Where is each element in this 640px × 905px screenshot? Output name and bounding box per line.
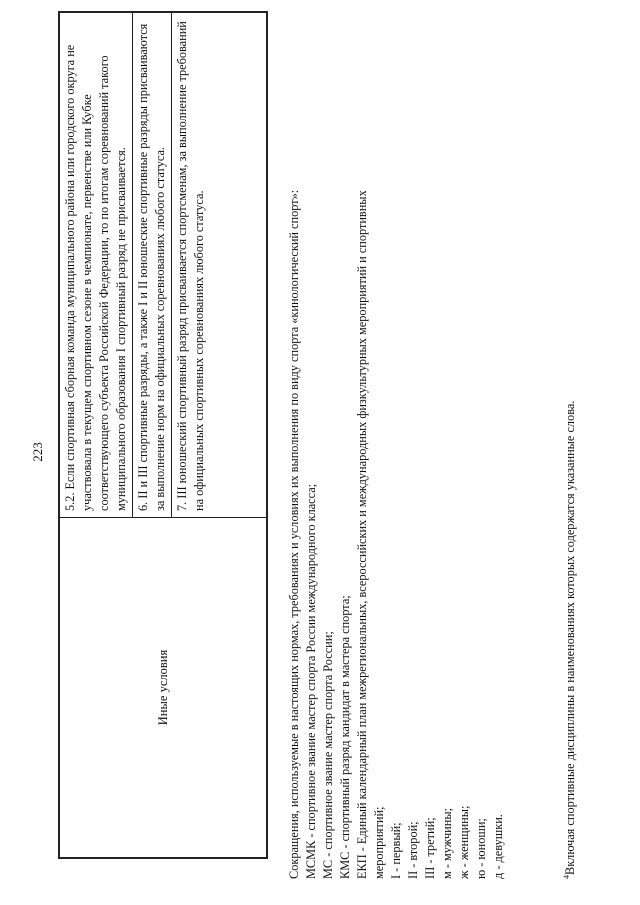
abbreviation-item: I - первый; — [389, 822, 403, 879]
abbreviation-item: ж - женщины; — [457, 805, 471, 879]
condition-paragraph: 6. II и III спортивные разряды, а также I и II юношеские спортивные разряды присваиваются за выполнение норм на официальных соревнованиях любого статуса. — [132, 13, 171, 517]
abbreviation-item: III - третий; — [423, 817, 437, 879]
abbreviation-item: ЕКП - Единый календарный план межрегиональных, всероссийских и международных физкультурных мероприятий и спортивных — [355, 190, 369, 879]
condition-paragraph: 7. III юношеский спортивный разряд присваивается спортсменам, за выполнение требований на официальных спортивных соревнованиях любого статуса. — [171, 13, 210, 517]
abbreviation-item: мероприятий; — [372, 806, 386, 879]
abbreviation-item: МС - спортивное звание мастер спорта России; — [321, 631, 335, 879]
conditions-content-cell — [60, 13, 266, 517]
row-label-cell — [60, 517, 266, 857]
abbreviations-intro: Сокращения, используемые в настоящих нормах, требованиях и условиях их выполнения по виду спорта «кинологический спорт»: — [287, 189, 301, 879]
row-label: Иные условия — [155, 649, 170, 726]
footnote-text: Включая спортивные дисциплины в наименованиях которых содержатся указанные слова. — [563, 400, 578, 875]
page-number: 223 — [30, 442, 45, 462]
abbreviation-item: ю - юноши; — [474, 818, 488, 879]
conditions-table — [58, 11, 268, 859]
abbreviation-item: м - мужчины; — [440, 807, 454, 879]
abbreviation-item: д - девушки. — [491, 814, 505, 879]
abbreviations-block — [286, 9, 507, 879]
condition-paragraph: 5.2. Если спортивная сборная команда муниципального района или городского округа не участвовала в текущем спортивном сезоне в чемпионате, первенстве или Кубке соответствующего субъекта Российской Федерации, то по итогам соревнований такого муниципального образования I спортивный разряд не присваивается. — [63, 44, 128, 511]
abbreviation-item: КМС - спортивный разряд кандидат в мастера спорта; — [338, 595, 352, 879]
footnote — [558, 9, 579, 879]
abbreviation-item: II - второй; — [406, 821, 420, 879]
abbreviation-item: МСМК - спортивное звание мастер спорта России международного класса; — [304, 483, 318, 879]
footnote-mark: 4 — [562, 875, 571, 879]
